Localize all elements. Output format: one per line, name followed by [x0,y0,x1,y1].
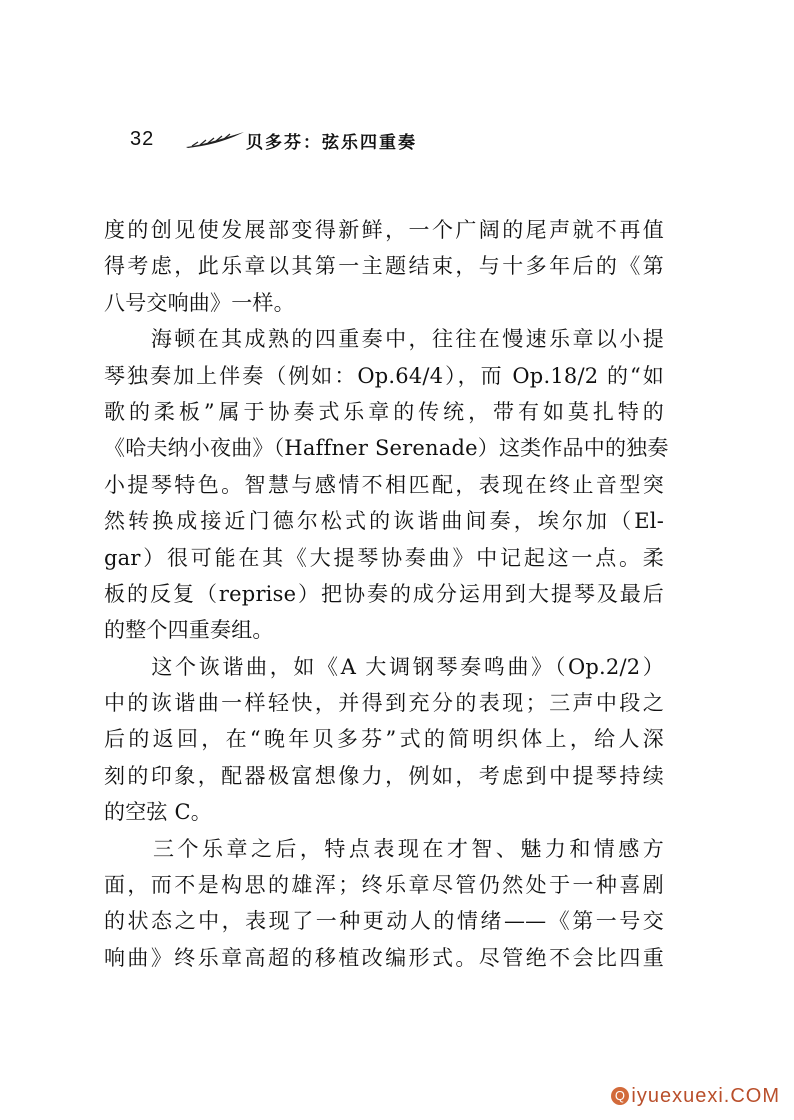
watermark-badge-icon: Q [611,1087,629,1105]
text-line: 板的反复（reprise）把协奏的成分运用到大提琴及最后 [104,581,664,606]
text-line: 面，而不是构思的雄浑；终乐章尽管仍然处于一种喜剧 [104,873,664,898]
body-text [104,212,669,976]
page-number: 32 [130,128,155,150]
text-line: 度的创见使发展部变得新鲜，一个广阔的尾声就不再值 [104,218,664,242]
text-line: 《哈夫纳小夜曲》（Haffner Serenade）这类作品中的独奏 [104,436,669,461]
text-line: 小提琴特色。智慧与感情不相匹配，表现在终止音型突 [104,472,664,497]
text-line: 的状态之中，表现了一种更动人的情绪——《第一号交 [104,909,664,934]
text-line: gar）很可能在其《大提琴协奏曲》中记起这一点。柔 [104,545,664,570]
text-line: 琴独奏加上伴奏（例如：Op.64/4），而 Op.18/2 的“如 [104,363,664,388]
paragraph [104,649,664,831]
text-line: 歌的柔板”属于协奏式乐章的传统，带有如莫扎特的 [104,399,664,424]
paragraph [104,212,664,321]
text-line: 这个诙谐曲，如《A 大调钢琴奏鸣曲》（Op.2/2） [104,654,664,679]
site-watermark [611,1085,780,1108]
text-line: 然转换成接近门德尔松式的诙谐曲间奏，埃尔加（El- [104,509,664,534]
paragraph [104,831,664,977]
text-line: 海顿在其成熟的四重奏中，往往在慢速乐章以小提 [104,327,664,352]
quill-ornament-icon [184,130,246,150]
text-line: 得考虑，此乐章以其第一主题结束，与十多年后的《第 [104,254,664,279]
paragraph [104,321,669,649]
text-line: 八号交响曲》一样。 [104,290,295,315]
text-line: 的整个四重奏组。 [104,618,274,643]
text-line: 中的诙谐曲一样轻快，并得到充分的表现；三声中段之 [104,691,664,716]
text-line: 后的返回，在“晚年贝多芬”式的简明织体上，给人深 [104,727,664,752]
page-header [130,126,550,156]
running-title: 贝多芬：弦乐四重奏 [246,133,417,153]
text-line: 响曲》终乐章高超的移植改编形式。尽管绝不会比四重 [104,945,664,970]
text-line: 的空弦 C。 [104,800,212,825]
text-line: 刻的印象，配器极富想像力，例如，考虑到中提琴持续 [104,763,664,788]
text-line: 三个乐章之后，特点表现在才智、魅力和情感方 [104,836,664,861]
watermark-text: iyuexuexi.COM [631,1085,780,1107]
